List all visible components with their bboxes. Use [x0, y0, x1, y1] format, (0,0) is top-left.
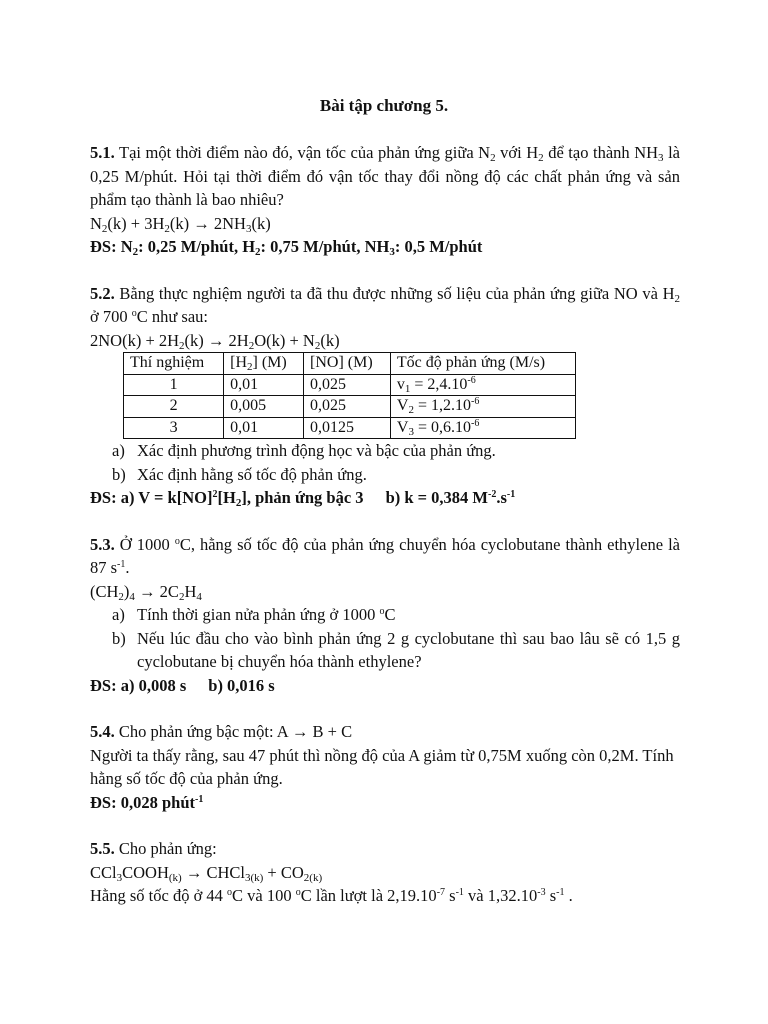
- exercise-5-4-detail: Người ta thấy rằng, sau 47 phút thì nồng độ của A giảm từ 0,75M xuống còn 0,2M. Tính hằng số tốc độ của phản ứng.: [90, 745, 674, 788]
- exercise-5-3: [90, 533, 680, 698]
- table-row: [124, 396, 576, 418]
- answer: ĐS: a) $V = k[NO]^2[H_2]$, phản ứng bậc 3 b) k = 0,384 $M^{-2}.s^{-1}$: [90, 488, 516, 509]
- exercise-5-1: [90, 141, 680, 259]
- table-header: Thí nghiệm: [124, 353, 224, 375]
- table-header: $[H_2]$ (M): [224, 353, 304, 375]
- exercise-5-4: [90, 720, 680, 814]
- list-item: b) Nếu lúc đầu cho vào bình phản ứng 2 g cyclobutane thì sau bao lâu sẽ có 1,5 g cyclobutane bị chuyển hóa thành ethylene?: [112, 628, 680, 671]
- answer: ĐS: 0,028 phút$^{-1}$: [90, 792, 204, 812]
- reaction-equation: $N_2(k) + 3H_2(k) \to 2NH_3(k)$: [90, 213, 271, 235]
- table-header: Tốc độ phản ứng (M/s): [390, 353, 575, 375]
- exercise-number: 5.3.: [90, 534, 115, 554]
- table-header-row: [124, 353, 576, 375]
- table-row: [124, 374, 576, 396]
- document-body: [90, 141, 680, 931]
- reaction-equation: $(CH_2)_4 \to 2C_2H_4$: [90, 581, 202, 603]
- exercise-number: 5.4.: [90, 722, 115, 741]
- exercise-5-2: [90, 282, 680, 510]
- table-cell: 0,025: [304, 396, 391, 418]
- table-cell: 3: [124, 417, 224, 439]
- exercise-5-5: [90, 837, 680, 908]
- answer: ĐS: a) 0,008 s b) 0,016 s: [90, 675, 275, 695]
- table-cell: 2: [124, 396, 224, 418]
- table-cell: $V_3 = 0,6.10^{-6}$: [390, 417, 575, 439]
- exercise-number: 5.1.: [90, 143, 115, 162]
- list-item: a) Xác định phương trình động học và bậc của phản ứng.: [112, 441, 496, 460]
- experiment-table: [123, 352, 576, 439]
- list-item: b) Xác định hằng số tốc độ phản ứng.: [112, 464, 367, 484]
- table-cell: 0,025: [304, 374, 391, 396]
- exercise-5-2-question: 5.2. Bằng thực nghiệm người ta đã thu được những số liệu của phản ứng giữa NO và $H_2$ ở 700 $^o$C như sau:: [90, 283, 680, 326]
- table-cell: 0,01: [224, 374, 304, 396]
- table-cell: $v_1 = 2,4.10^{-6}$: [390, 374, 575, 396]
- exercise-number: 5.2.: [90, 283, 115, 303]
- exercise-5-3-question: 5.3. Ở 1000 $^o$C, hằng số tốc độ của phản ứng chuyển hóa cyclobutane thành ethylene là 87 $s^{-1}$.: [90, 534, 680, 577]
- list-item: a) Tính thời gian nửa phản ứng ở 1000 $^o$C: [112, 605, 396, 624]
- table-row: [124, 417, 576, 439]
- table-cell: 0,005: [224, 396, 304, 418]
- table-header: [NO] (M): [304, 353, 391, 375]
- exercise-5-5-detail: Hằng số tốc độ ở 44 $^o$C và 100 $^o$C lần lượt là $2,19.10^{-7}$ $s^{-1}$ và $1,32.10^{-3}$ $s^{-1}$ .: [90, 886, 573, 905]
- table-cell: 0,01: [224, 417, 304, 439]
- exercise-5-1-question: 5.1. Tại một thời điểm nào đó, vận tốc của phản ứng giữa $N_2$ với $H_2$ để tạo thành $NH_3$ là 0,25 M/phút. Hỏi tại thời điểm đó vận tốc thay đổi nồng độ các chất phản ứng và sản phẩm tạo thành là bao nhiêu?: [90, 143, 680, 209]
- table-cell: $V_2 = 1,2.10^{-6}$: [390, 396, 575, 418]
- answer: ĐS: $N_2$: 0,25 M/phút, $H_2$: 0,75 M/phút, $NH_3$: 0,5 M/phút: [90, 237, 483, 258]
- exercise-5-4-question: 5.4. Cho phản ứng bậc một: A → B + C: [90, 722, 353, 741]
- table-cell: 0,0125: [304, 417, 391, 439]
- exercise-5-5-question: 5.5. Cho phản ứng:: [90, 839, 217, 858]
- page-title: Bài tập chương 5.: [319, 96, 449, 115]
- reaction-equation: $2NO(k) + 2H_2(k) \to 2H_2O(k) + N_2(k)$: [90, 330, 340, 352]
- reaction-equation: $CCl_3COOH_{(k)}$ → CHCl$_{3(k)}$ + $CO_{2(k)}$: [90, 862, 323, 884]
- exercise-number: 5.5.: [90, 839, 115, 858]
- table-cell: 1: [124, 374, 224, 396]
